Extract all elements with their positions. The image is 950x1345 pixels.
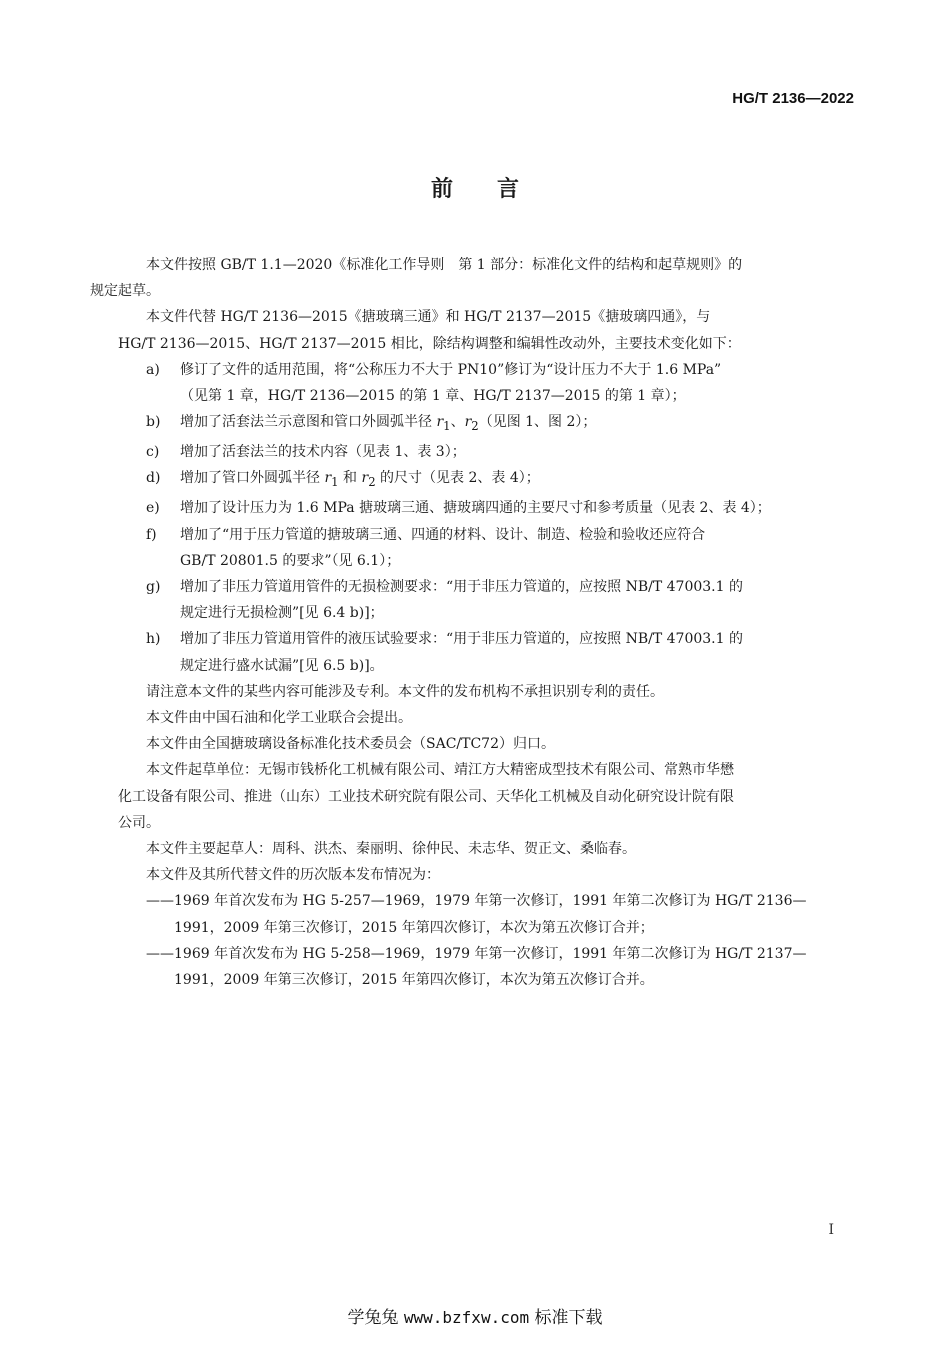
list-item-h bbox=[146, 626, 852, 678]
changes-list bbox=[146, 357, 852, 679]
text-line: 规定起草。 bbox=[90, 283, 160, 300]
list-label: b) bbox=[146, 414, 161, 431]
history-item: ——1969 年首次发布为 HG 5-258—1969，1979 年第一次修订，1991 年第二次修订为 HG/T 2137— 1991，2009 年第三次修订，2015 年第四次修订，本次为第五次修订合并。 bbox=[146, 945, 807, 989]
list-item-a bbox=[146, 357, 852, 409]
list-label: a) bbox=[146, 361, 160, 378]
symbol-r: r bbox=[361, 470, 369, 487]
paragraph-history-intro: 本文件及其所代替文件的历次版本发布情况为： bbox=[146, 867, 440, 884]
page-title: 前言 bbox=[430, 177, 563, 202]
list-item-c bbox=[146, 439, 852, 465]
text-line: 本文件代替 HG/T 2136—2015《搪玻璃三通》和 HG/T 2137—2015《搪玻璃四通》，与 bbox=[146, 309, 711, 326]
list-item-f bbox=[146, 522, 852, 574]
list-text: 增加了非压力管道用管件的无损检测要求：“用于非压力管道的，应按照 NB/T 47003.1 的 规定进行无损检测”[见 6.4 b)]； bbox=[180, 579, 743, 622]
list-text: 增加了设计压力为 1.6 MPa 搪玻璃三通、搪玻璃四通的主要尺寸和参考质量（见表 2、表 4）； bbox=[180, 500, 771, 517]
document-body bbox=[90, 252, 852, 993]
text-line: 本文件按照 GB/T 1.1—2020《标准化工作导则 第 1 部分：标准化文件的结构和起草规则》的 bbox=[146, 257, 743, 273]
paragraph-proposer: 本文件由中国石油和化学工业联合会提出。 bbox=[146, 710, 412, 727]
footer-watermark bbox=[0, 1303, 950, 1328]
paragraph-technical-committee: 本文件由全国搪玻璃设备标准化技术委员会（SAC/TC72）归口。 bbox=[146, 736, 555, 753]
list-item-e bbox=[146, 495, 852, 521]
list-item-d bbox=[146, 465, 852, 495]
footer-tagline: 标准下载 bbox=[534, 1308, 603, 1328]
list-label: f) bbox=[146, 526, 157, 543]
page-number: I bbox=[828, 1222, 834, 1238]
symbol-r: r bbox=[436, 414, 444, 431]
list-label: c) bbox=[146, 444, 160, 461]
list-item-g bbox=[146, 574, 852, 626]
list-text: 增加了非压力管道用管件的液压试验要求：“用于非压力管道的，应按照 NB/T 47003.1 的 规定进行盛水试漏”[见 6.5 b)]。 bbox=[180, 631, 743, 674]
text-line: HG/T 2136—2015、HG/T 2137—2015 相比，除结构调整和编辑性改动外，主要技术变化如下： bbox=[118, 335, 741, 352]
list-text: 修订了文件的适用范围，将“公称压力不大于 PN10”修订为“设计压力不大于 1.6 MPa” （见第 1 章，HG/T 2136—2015 的第 1 章、HG/T 2137—2015 的第 1 章）； bbox=[180, 361, 722, 405]
list-text: 增加了管口外圆弧半径 $r_1$ 和 $r_2$ 的尺寸（见表 2、表 4）； bbox=[180, 470, 540, 490]
history-item: ——1969 年首次发布为 HG 5-257—1969，1979 年第一次修订，1991 年第二次修订为 HG/T 2136— 1991，2009 年第三次修订，2015 年第四次修订，本次为第五次修订合并； bbox=[146, 893, 807, 936]
list-item-b bbox=[146, 409, 852, 439]
footer-url[interactable]: www.bzfxw.com bbox=[403, 1308, 530, 1327]
list-text: 增加了“用于压力管道的搪玻璃三通、四通的材料、设计、制造、检验和验收还应符合 GB/T 20801.5 的要求”（见 6.1）； bbox=[180, 526, 706, 569]
list-label: h) bbox=[146, 631, 161, 648]
list-label: g) bbox=[146, 579, 161, 596]
list-label: e) bbox=[146, 500, 160, 517]
symbol-r: r bbox=[324, 470, 332, 487]
list-text: 增加了活套法兰的技术内容（见表 1、表 3）； bbox=[180, 444, 466, 461]
paragraph-patent-note: 请注意本文件的某些内容可能涉及专利。本文件的发布机构不承担识别专利的责任。 bbox=[146, 683, 664, 700]
list-text: 增加了活套法兰示意图和管口外圆弧半径 $r_1$、$r_2$（见图 1、图 2）； bbox=[180, 414, 597, 434]
paragraph-drafters: 本文件主要起草人：周科、洪杰、秦丽明、徐仲民、未志华、贺正文、桑临春。 bbox=[146, 841, 636, 858]
list-label: d) bbox=[146, 470, 161, 487]
paragraph-drafting-units: 本文件起草单位：无锡市钱桥化工机械有限公司、靖江方大精密成型技术有限公司、常熟市华懋 化工设备有限公司、推进（山东）工业技术研究院有限公司、天华化工机械及自动化研究设计院有限 公司。 bbox=[118, 762, 734, 831]
footer-site-name: 学兔兔 bbox=[347, 1308, 399, 1328]
symbol-r: r bbox=[464, 414, 472, 431]
paragraph-replacement bbox=[118, 304, 852, 356]
document-code: HG/T 2136—2022 bbox=[732, 90, 854, 107]
history-list bbox=[146, 888, 852, 993]
paragraph-drafting-rules bbox=[90, 252, 852, 304]
